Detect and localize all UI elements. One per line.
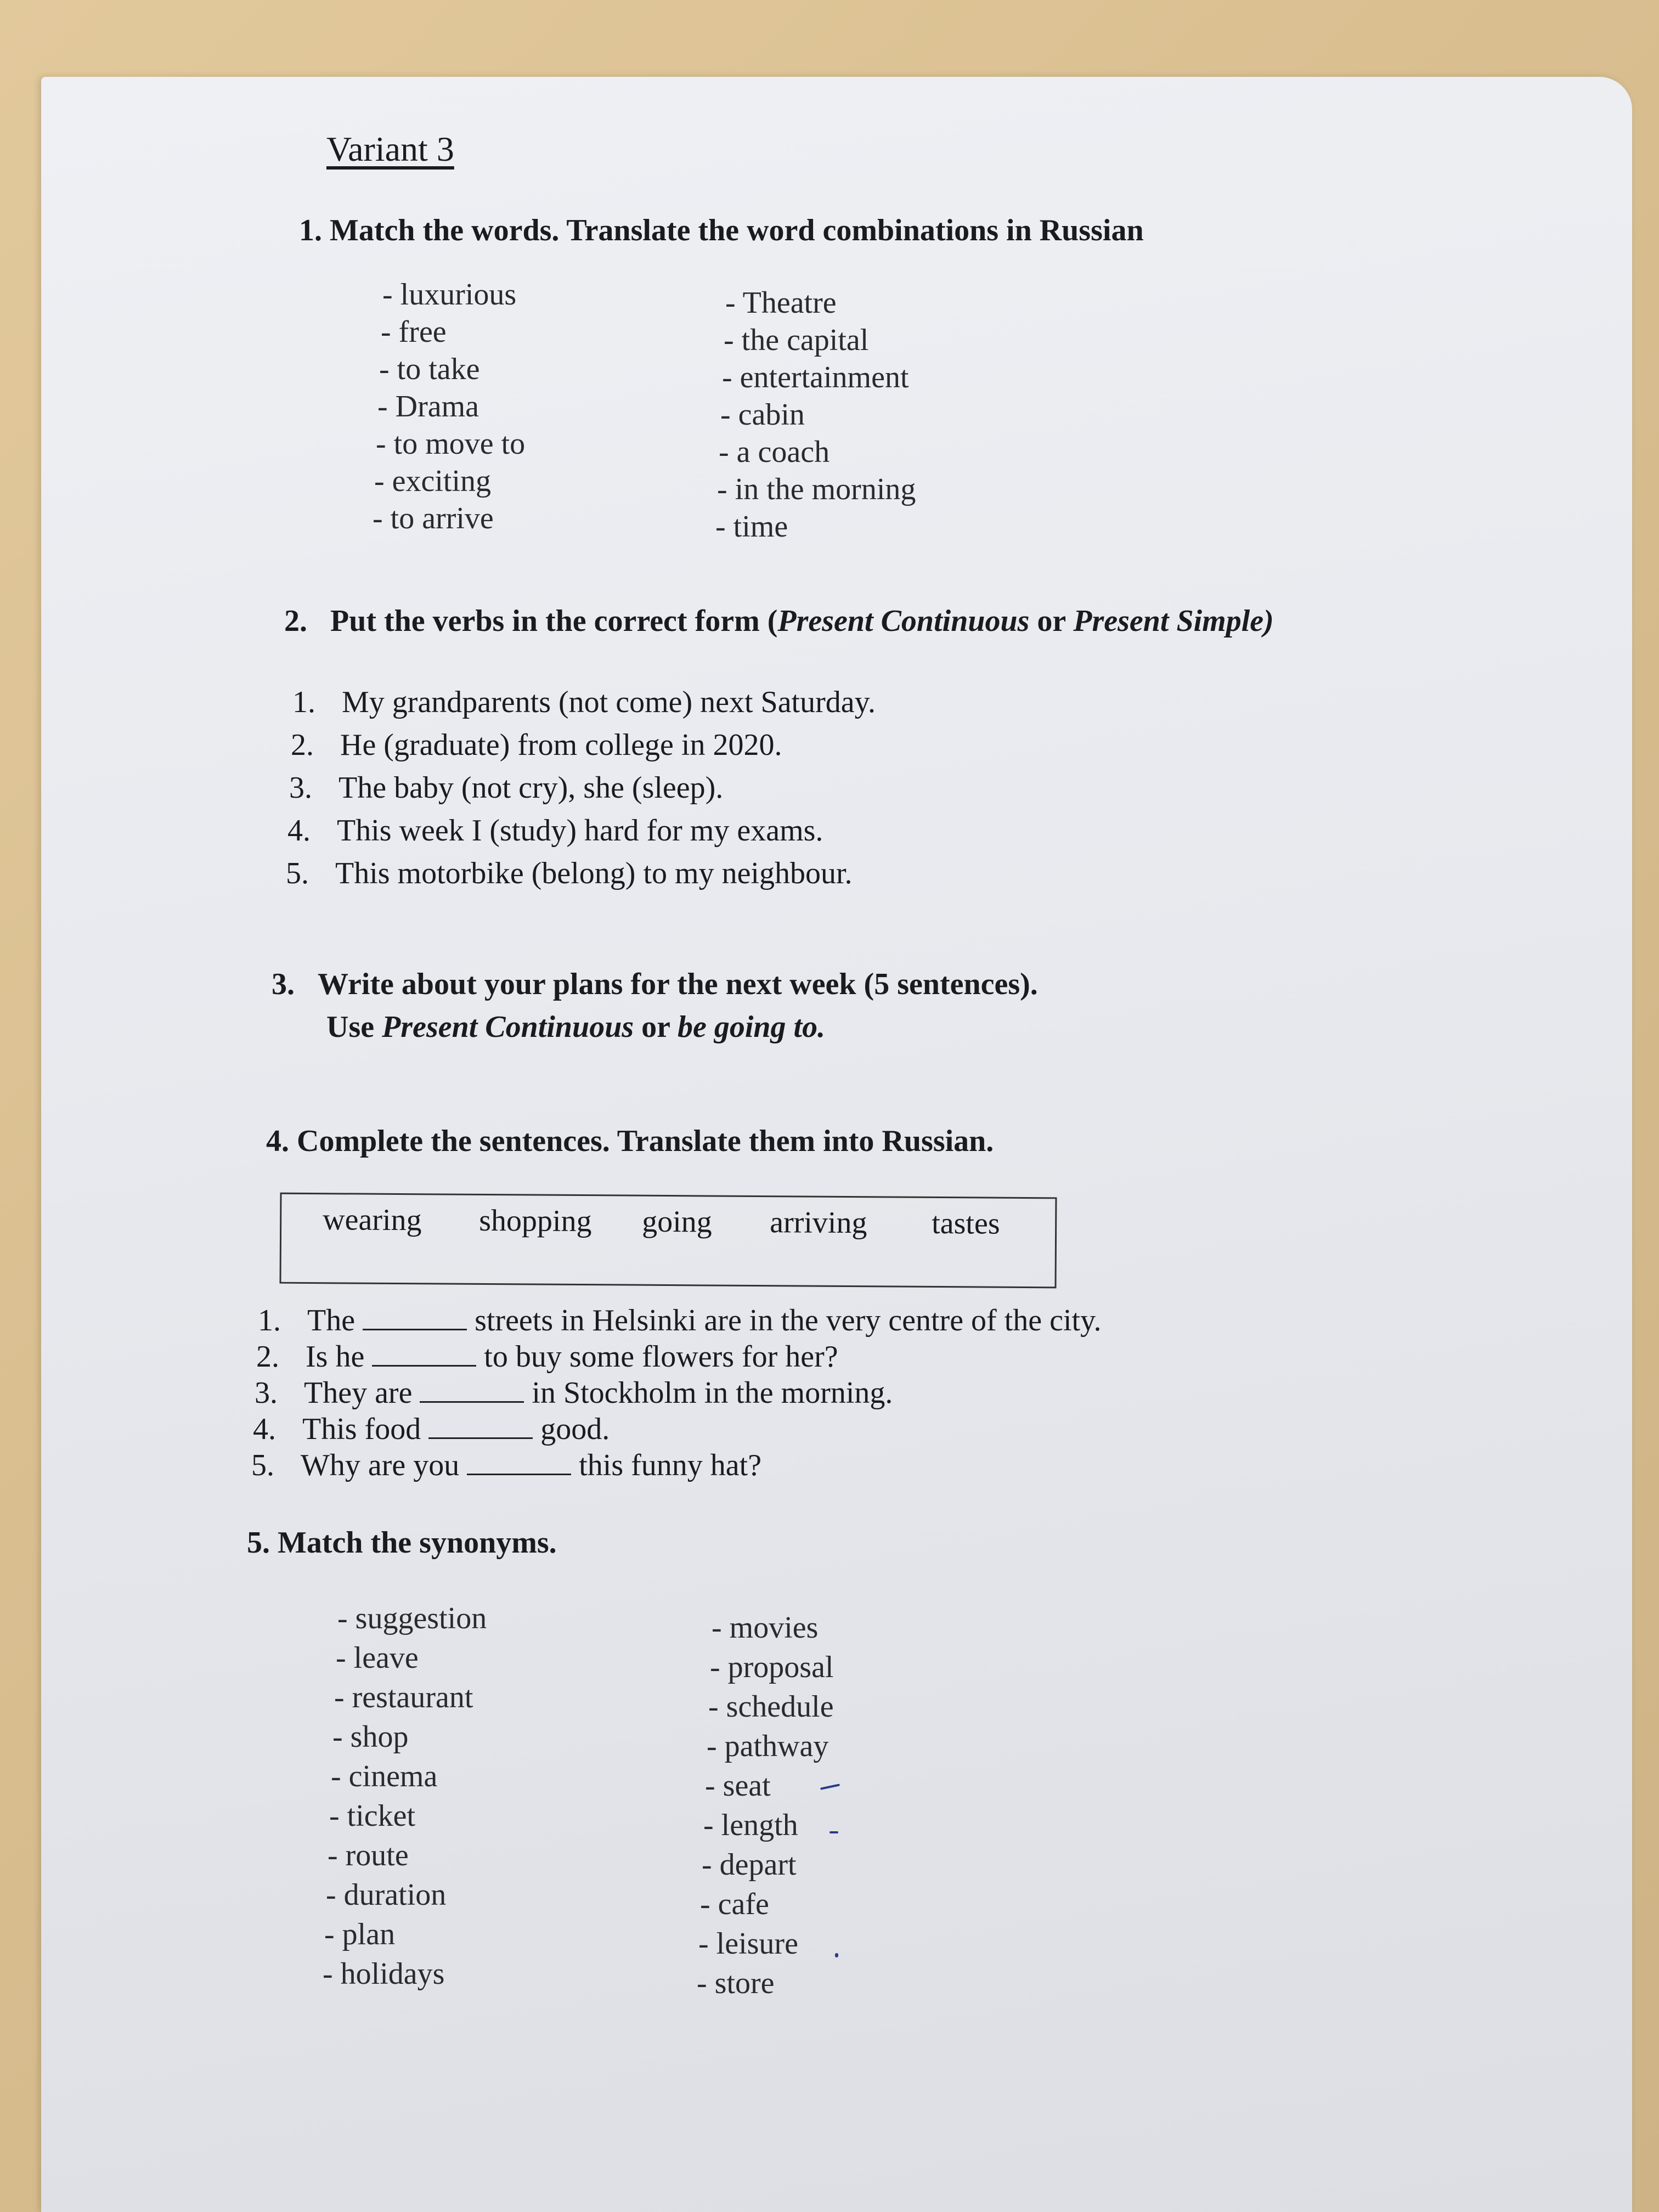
task5-right-word: - store xyxy=(697,1966,775,2000)
task1-left-word: - to take xyxy=(379,352,480,386)
word-bank-word: shopping xyxy=(479,1203,592,1239)
task4-item-pre: They are xyxy=(304,1376,413,1410)
task3-heading-line2 xyxy=(326,1009,825,1045)
task2-item xyxy=(286,856,853,891)
task4-item xyxy=(256,1339,838,1374)
answer-blank[interactable] xyxy=(420,1401,524,1403)
task1-right-word: - cabin xyxy=(720,398,805,432)
task4-item-post: streets in Helsinki are in the very centre of the city. xyxy=(475,1304,1102,1338)
task5-right-word: - pathway xyxy=(707,1729,829,1763)
task2-item xyxy=(291,727,782,763)
task2-item-number: 2. xyxy=(291,728,314,762)
task4-item-post: good. xyxy=(540,1412,610,1446)
task5-left-word: - ticket xyxy=(329,1799,416,1833)
task1-right-word: - time xyxy=(715,510,788,544)
task2-heading-italic-1: Present Continuous xyxy=(777,604,1030,638)
task1-right-word: - entertainment xyxy=(722,360,909,394)
task5-right-word: - cafe xyxy=(700,1887,769,1921)
task1-heading: 1. Match the words. Translate the word combinations in Russian xyxy=(299,213,1144,247)
task5-left-word: - suggestion xyxy=(337,1601,487,1635)
task3-heading-line1 xyxy=(272,967,1038,1002)
task2-item-text: This week I (study) hard for my exams. xyxy=(337,814,823,848)
task1-left-word: - exciting xyxy=(374,464,492,498)
task4-item xyxy=(253,1412,610,1447)
task5-right-word: - schedule xyxy=(708,1690,834,1724)
task1-right-word: - in the morning xyxy=(717,472,916,506)
task5-left-word: - holidays xyxy=(323,1957,445,1991)
task2-item xyxy=(287,813,823,848)
task4-item-pre: Why are you xyxy=(301,1448,460,1482)
task4-item-number: 2. xyxy=(256,1340,279,1374)
task4-item-number: 4. xyxy=(253,1412,276,1446)
task3-line2-pre: Use xyxy=(326,1010,382,1044)
task4-item-pre: Is he xyxy=(306,1340,365,1374)
pen-mark xyxy=(835,1953,838,1957)
variant-title: Variant 3 xyxy=(326,129,454,168)
task3-heading-number: 3. xyxy=(272,967,295,1001)
word-bank-word: arriving xyxy=(770,1205,867,1240)
task4-heading: 4. Complete the sentences. Translate them into Russian. xyxy=(266,1124,994,1158)
task2-heading-number: 2. xyxy=(284,604,307,638)
pen-mark xyxy=(830,1831,838,1833)
task2-item-text: The baby (not cry), she (sleep). xyxy=(338,771,724,805)
task2-item-number: 4. xyxy=(287,814,311,848)
word-bank-word: going xyxy=(642,1204,712,1239)
task2-item xyxy=(289,770,723,805)
task4-item-post: in Stockholm in the morning. xyxy=(532,1376,893,1410)
task1-right-word: - the capital xyxy=(724,323,869,357)
task5-right-word: - movies xyxy=(712,1611,819,1645)
task1-left-word: - Drama xyxy=(377,390,479,424)
task2-item-text: This motorbike (belong) to my neighbour. xyxy=(335,856,853,890)
task5-left-word: - leave xyxy=(336,1641,419,1675)
task3-line2-italic-1: Present Continuous xyxy=(382,1010,634,1044)
task1-left-word: - free xyxy=(381,315,447,349)
task4-item xyxy=(255,1375,893,1410)
answer-blank[interactable] xyxy=(467,1473,571,1475)
task1-right-word: - a coach xyxy=(719,435,830,469)
task4-item-pre: This food xyxy=(302,1412,421,1446)
task5-left-word: - route xyxy=(328,1838,409,1872)
task5-left-word: - plan xyxy=(324,1917,396,1951)
task1-left-word: - to arrive xyxy=(373,501,494,535)
task5-left-word: - duration xyxy=(326,1878,447,1912)
word-bank-word: wearing xyxy=(323,1203,422,1238)
answer-blank[interactable] xyxy=(428,1437,533,1439)
task4-item xyxy=(258,1303,1101,1338)
task1-left-word: - to move to xyxy=(376,427,526,461)
task5-heading: 5. Match the synonyms. xyxy=(247,1526,557,1560)
task4-item-number: 3. xyxy=(255,1376,278,1410)
task1-left-word: - luxurious xyxy=(382,278,517,312)
task5-right-word: - seat xyxy=(705,1769,771,1803)
task4-item-number: 5. xyxy=(251,1448,274,1482)
task4-item-number: 1. xyxy=(258,1304,281,1338)
answer-blank[interactable] xyxy=(363,1328,467,1330)
word-bank-box xyxy=(280,1193,1057,1289)
task4-item-post: to buy some flowers for her? xyxy=(484,1340,838,1374)
word-bank-word: tastes xyxy=(932,1206,1000,1241)
task5-right-word: - length xyxy=(703,1808,798,1842)
task5-right-word: - depart xyxy=(702,1848,797,1882)
task5-left-word: - shop xyxy=(332,1720,409,1754)
task2-heading-mid: or xyxy=(1029,604,1074,638)
task2-item-number: 5. xyxy=(286,856,309,890)
task3-line2-italic-2: be going to. xyxy=(677,1010,826,1044)
task2-heading-italic-2: Present Simple) xyxy=(1073,604,1274,638)
task5-right-word: - leisure xyxy=(698,1927,798,1961)
task5-right-word: - proposal xyxy=(710,1650,834,1684)
task5-left-word: - cinema xyxy=(331,1759,438,1793)
task2-heading-pre: Put the verbs in the correct form ( xyxy=(330,604,778,638)
task5-left-word: - restaurant xyxy=(334,1680,473,1714)
task4-item-pre: The xyxy=(307,1304,356,1338)
task2-item-text: My grandparents (not come) next Saturday. xyxy=(342,685,876,719)
task1-right-word: - Theatre xyxy=(725,286,837,320)
task4-item-post: this funny hat? xyxy=(579,1448,762,1482)
task2-item xyxy=(292,685,876,720)
task3-line1-text: Write about your plans for the next week (5 sentences). xyxy=(318,967,1038,1001)
answer-blank[interactable] xyxy=(372,1364,476,1367)
task2-item-number: 1. xyxy=(292,685,315,719)
task2-heading xyxy=(284,603,1274,639)
task2-item-number: 3. xyxy=(289,771,312,805)
task3-line2-mid: or xyxy=(634,1010,678,1044)
task2-item-text: He (graduate) from college in 2020. xyxy=(340,728,782,762)
task4-item xyxy=(251,1448,761,1483)
